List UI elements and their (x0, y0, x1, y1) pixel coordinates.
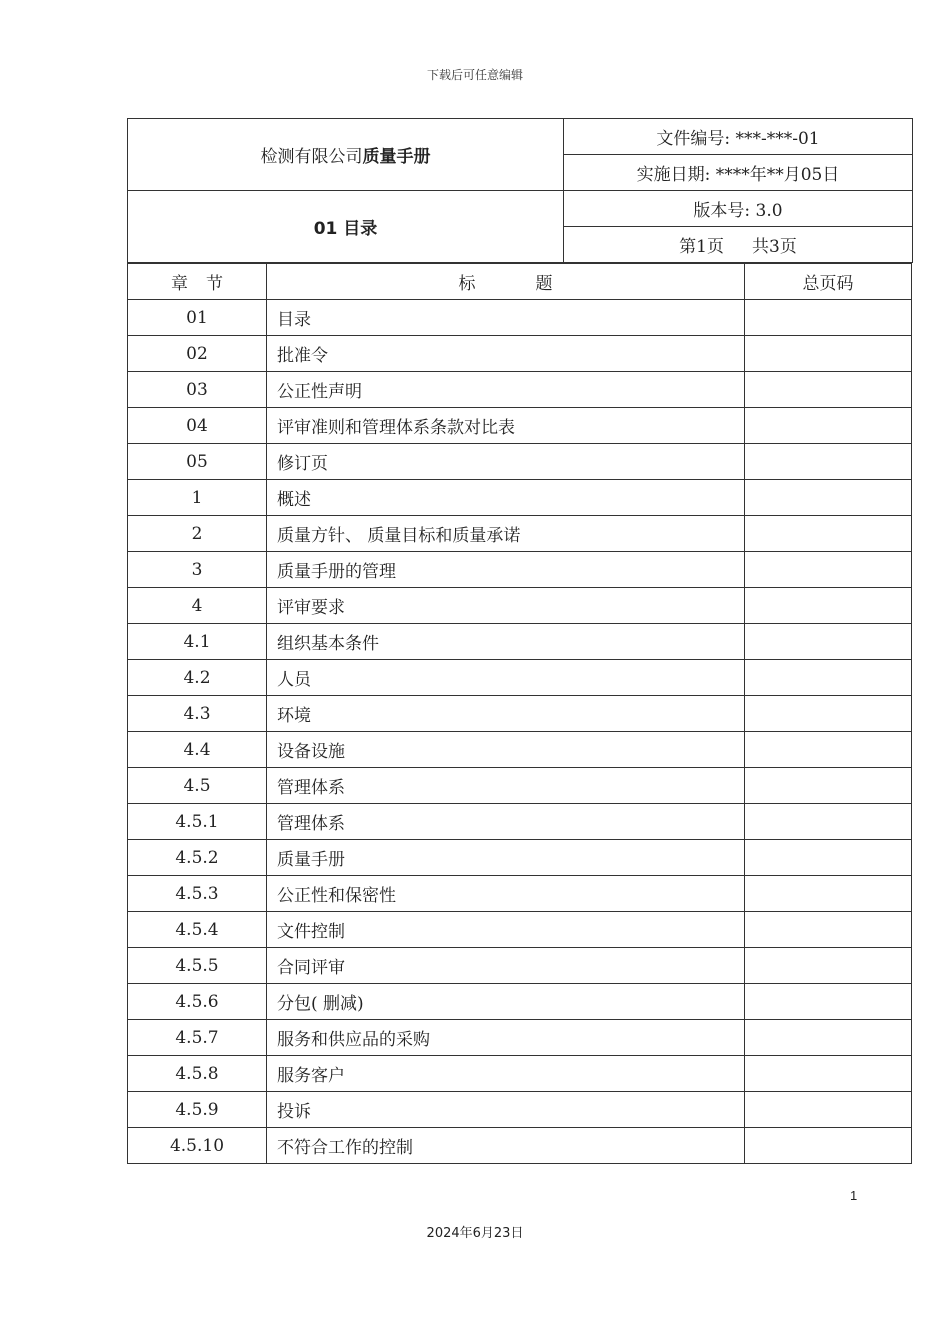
chapter-number: 4.4 (128, 732, 267, 768)
chapter-page (745, 1020, 912, 1056)
page-current: 第1页 (679, 237, 724, 257)
chapter-number: 05 (128, 444, 267, 480)
chapter-page (745, 300, 912, 336)
chapter-number: 4.2 (128, 660, 267, 696)
chapter-title: 分包( 删减) (267, 984, 745, 1020)
chapter-title: 投诉 (267, 1092, 745, 1128)
company-title (128, 119, 564, 191)
chapter-page (745, 444, 912, 480)
chapter-title: 公正性声明 (267, 372, 745, 408)
table-row (128, 372, 912, 408)
table-row (128, 552, 912, 588)
chapter-title: 目录 (267, 300, 745, 336)
chapter-number: 4.5.10 (128, 1128, 267, 1164)
version-number: 版本号: 3.0 (564, 191, 913, 227)
chapter-number: 4.5 (128, 768, 267, 804)
chapter-page (745, 1128, 912, 1164)
chapter-number: 3 (128, 552, 267, 588)
table-row (128, 732, 912, 768)
chapter-number: 01 (128, 300, 267, 336)
chapter-title: 文件控制 (267, 912, 745, 948)
table-row (128, 1128, 912, 1164)
chapter-title: 环境 (267, 696, 745, 732)
chapter-title: 概述 (267, 480, 745, 516)
table-row (128, 948, 912, 984)
chapter-number: 4.5.9 (128, 1092, 267, 1128)
chapter-title: 评审要求 (267, 588, 745, 624)
chapter-title: 服务客户 (267, 1056, 745, 1092)
implementation-date: 实施日期: ****年**月05日 (564, 155, 913, 191)
table-row (128, 984, 912, 1020)
table-row (128, 1056, 912, 1092)
chapter-title: 设备设施 (267, 732, 745, 768)
company-name: 检测有限公司 (260, 147, 363, 167)
chapter-number: 1 (128, 480, 267, 516)
table-row (128, 336, 912, 372)
chapter-title: 修订页 (267, 444, 745, 480)
chapter-page (745, 1092, 912, 1128)
chapter-title: 服务和供应品的采购 (267, 1020, 745, 1056)
table-row (128, 876, 912, 912)
table-row (128, 696, 912, 732)
table-row (128, 300, 912, 336)
doc-number: 文件编号: ***-***-01 (564, 119, 913, 155)
table-row (128, 480, 912, 516)
chapter-number: 4.5.6 (128, 984, 267, 1020)
chapter-page (745, 768, 912, 804)
chapter-number: 03 (128, 372, 267, 408)
table-row (128, 408, 912, 444)
chapter-page (745, 588, 912, 624)
header-page: 总页码 (745, 264, 912, 300)
manual-name: 质量手册 (362, 147, 431, 167)
table-row (128, 768, 912, 804)
chapter-page (745, 948, 912, 984)
footer-date: 2024年6月23日 (426, 1226, 524, 1241)
chapter-title: 合同评审 (267, 948, 745, 984)
table-row (128, 804, 912, 840)
table-row (128, 516, 912, 552)
chapter-number: 02 (128, 336, 267, 372)
chapter-page (745, 696, 912, 732)
table-row (128, 588, 912, 624)
chapter-number: 4.3 (128, 696, 267, 732)
chapter-title: 批准令 (267, 336, 745, 372)
chapter-page (745, 840, 912, 876)
chapter-page (745, 1056, 912, 1092)
table-row (128, 444, 912, 480)
chapter-title: 质量方针、 质量目标和质量承诺 (267, 516, 745, 552)
chapter-title: 不符合工作的控制 (267, 1128, 745, 1164)
chapter-number: 2 (128, 516, 267, 552)
header-chapter: 章节 (128, 264, 267, 300)
chapter-page (745, 336, 912, 372)
chapter-number: 4.5.1 (128, 804, 267, 840)
chapter-number: 4.5.2 (128, 840, 267, 876)
chapter-number: 4.5.7 (128, 1020, 267, 1056)
chapter-page (745, 552, 912, 588)
chapter-number: 4.1 (128, 624, 267, 660)
chapter-page (745, 984, 912, 1020)
chapter-title: 质量手册的管理 (267, 552, 745, 588)
chapter-page (745, 372, 912, 408)
chapter-number: 4.5.3 (128, 876, 267, 912)
chapter-number: 4.5.8 (128, 1056, 267, 1092)
chapter-page (745, 804, 912, 840)
chapter-page (745, 408, 912, 444)
table-row (128, 660, 912, 696)
section-title: 01 目录 (128, 191, 564, 263)
chapter-page (745, 876, 912, 912)
chapter-title: 公正性和保密性 (267, 876, 745, 912)
header-title: 标题 (267, 264, 745, 300)
page-info (564, 227, 913, 263)
chapter-number: 4.5.4 (128, 912, 267, 948)
page-number: 1 (850, 1188, 858, 1203)
chapter-number: 4.5.5 (128, 948, 267, 984)
table-row (128, 912, 912, 948)
toc-table (127, 263, 912, 1164)
chapter-title: 人员 (267, 660, 745, 696)
chapter-title: 质量手册 (267, 840, 745, 876)
page-total: 共3页 (752, 237, 797, 257)
chapter-title: 组织基本条件 (267, 624, 745, 660)
toc-header-row (128, 264, 912, 300)
chapter-page (745, 912, 912, 948)
chapter-title: 管理体系 (267, 804, 745, 840)
watermark-text: 下载后可任意编辑 (426, 68, 523, 82)
table-row (128, 1020, 912, 1056)
chapter-page (745, 732, 912, 768)
chapter-page (745, 516, 912, 552)
table-row (128, 1092, 912, 1128)
chapter-page (745, 660, 912, 696)
chapter-number: 04 (128, 408, 267, 444)
table-row (128, 840, 912, 876)
chapter-title: 管理体系 (267, 768, 745, 804)
document-header (127, 118, 913, 263)
chapter-title: 评审准则和管理体系条款对比表 (267, 408, 745, 444)
table-row (128, 624, 912, 660)
chapter-number: 4 (128, 588, 267, 624)
chapter-page (745, 624, 912, 660)
chapter-page (745, 480, 912, 516)
